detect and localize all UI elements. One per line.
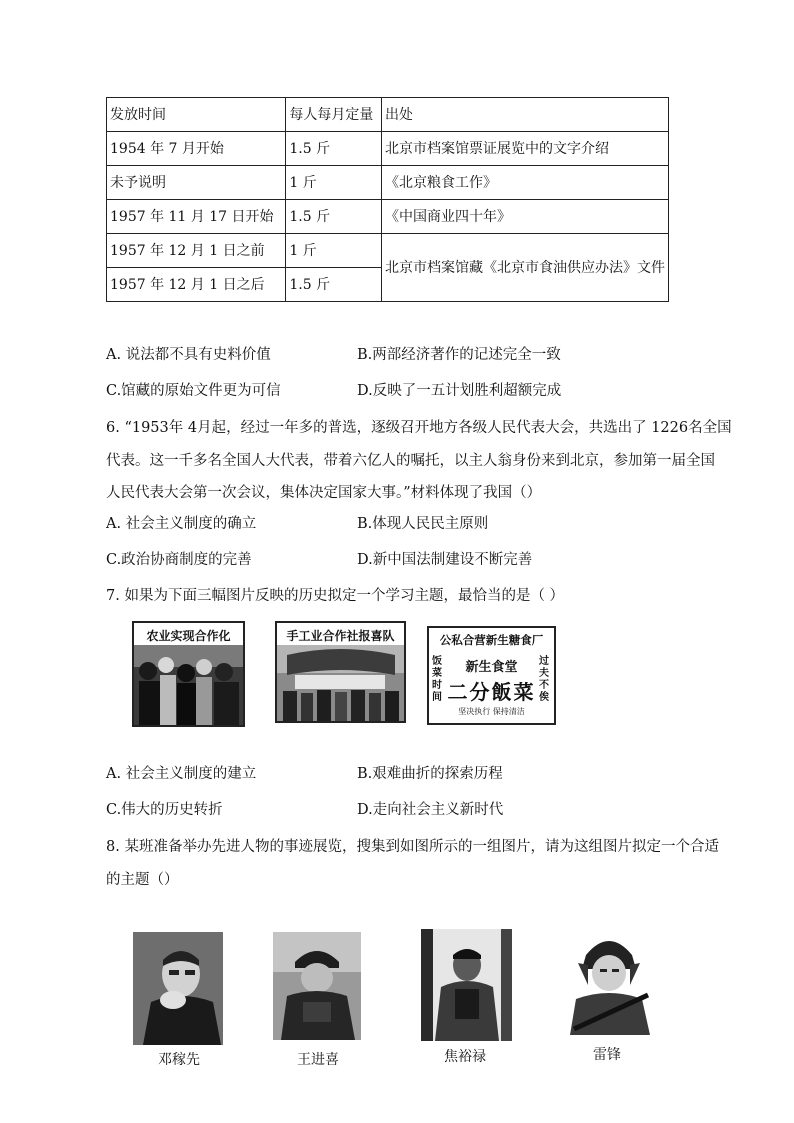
portrait-wang-jinxi [273,932,361,1040]
table-cell-merged: 北京市档案馆藏《北京市食油供应办法》文件 [381,234,668,302]
table-row [107,200,669,234]
source-table [106,97,669,302]
portrait-lei-feng [564,929,654,1035]
q7-option-a[interactable]: A. 社会主义制度的建立 [106,766,257,782]
q6-stem-line-2: 代表。这一千多名全国人大代表，带着六亿人的嘱托，以主人翁身份来到北京，参加第一届全国 [106,453,715,469]
portrait-jiao-yulu [421,929,512,1041]
q6-option-c[interactable]: C.政治协商制度的完善 [106,552,252,568]
table-header-row [107,98,669,132]
image-banner-text: 农业实现合作化 [146,629,231,643]
table-cell: 1957 年 12 月 1 日之前 [107,234,286,268]
portrait-illustration [133,932,223,1045]
q6-option-a[interactable]: A. 社会主义制度的确立 [106,516,257,532]
caption-wang-jinxi: 王进喜 [297,1052,339,1068]
table-cell: 1.5 斤 [286,200,382,234]
q7-image-handicraft [275,621,406,723]
image-banner-text: 公私合营新生糖食厂 [439,633,544,647]
table-header-cell: 发放时间 [107,98,286,132]
table-row [107,166,669,200]
sign-bottom-text: 坚决执行 保持清洁 [458,707,525,716]
table-row [107,132,669,166]
q6-option-d[interactable]: D.新中国法制建设不断完善 [357,552,533,568]
caption-lei-feng: 雷锋 [593,1047,621,1063]
table-cell: 未予说明 [107,166,286,200]
q7-stem: 7. 如果为下面三幅图片反映的历史拟定一个学习主题，最恰当的是（ ） [106,588,565,604]
table-header-cell: 每人每月定量 [286,98,382,132]
caption-deng-jiaxian: 邓稼先 [158,1052,200,1068]
table-cell: 1 斤 [286,234,382,268]
table-row [107,234,669,268]
sign-title: 新生食堂 [465,660,518,675]
sign-right-text: 过夫不俟 [539,656,549,703]
q6-stem-line-1: 6. “1953年 4月起，经过一年多的普选，逐级召开地方各级人民代表大会，共选出了 1226名全国 [106,420,732,436]
table-header-cell: 出处 [381,98,668,132]
q5-option-b[interactable]: B.两部经济著作的记述完全一致 [357,347,561,363]
table-cell: 1957 年 11 月 17 日开始 [107,200,286,234]
portrait-illustration [564,929,654,1035]
q7-option-b[interactable]: B.艰难曲折的探索历程 [357,766,503,782]
q8-stem-line-2: 的主题（） [106,872,179,888]
parade-photo-illustration [277,645,404,721]
q5-option-a[interactable]: A. 说法都不具有史料价值 [106,347,271,363]
q5-option-d[interactable]: D.反映了一五计划胜利超额完成 [357,383,562,399]
image-banner-text: 手工业合作社报喜队 [286,629,395,643]
portrait-illustration [421,929,512,1041]
portrait-illustration [273,932,361,1040]
caption-jiao-yulu: 焦裕禄 [444,1049,486,1065]
table-cell: 1 斤 [286,166,382,200]
q7-option-c[interactable]: C.伟大的历史转折 [106,802,223,818]
table-cell: 《北京粮食工作》 [381,166,668,200]
table-cell: 1957 年 12 月 1 日之后 [107,268,286,302]
q7-image-public-private [427,626,556,725]
sign-main-text: 二分飯菜 [447,680,536,704]
table-cell: 1954 年 7 月开始 [107,132,286,166]
table-cell: 1.5 斤 [286,132,382,166]
portrait-deng-jiaxian [133,932,223,1045]
q8-stem-line-1: 8. 某班准备举办先进人物的事迹展览，搜集到如图所示的一组图片，请为这组图片拟定一个合适 [106,839,719,855]
table-cell: 北京市档案馆票证展览中的文字介绍 [381,132,668,166]
q7-option-d[interactable]: D.走向社会主义新时代 [357,802,504,818]
sign-left-text: 饭菜时间 [432,656,442,703]
crowd-photo-illustration [134,645,243,725]
q6-option-b[interactable]: B.体现人民民主原则 [357,516,489,532]
q5-option-c[interactable]: C.馆藏的原始文件更为可信 [106,383,281,399]
q6-stem-line-3: 人民代表大会第一次会议，集体决定国家大事。”材料体现了我国（） [106,485,542,501]
table-cell: 《中国商业四十年》 [381,200,668,234]
table-cell: 1.5 斤 [286,268,382,302]
q7-image-agriculture [132,621,245,727]
